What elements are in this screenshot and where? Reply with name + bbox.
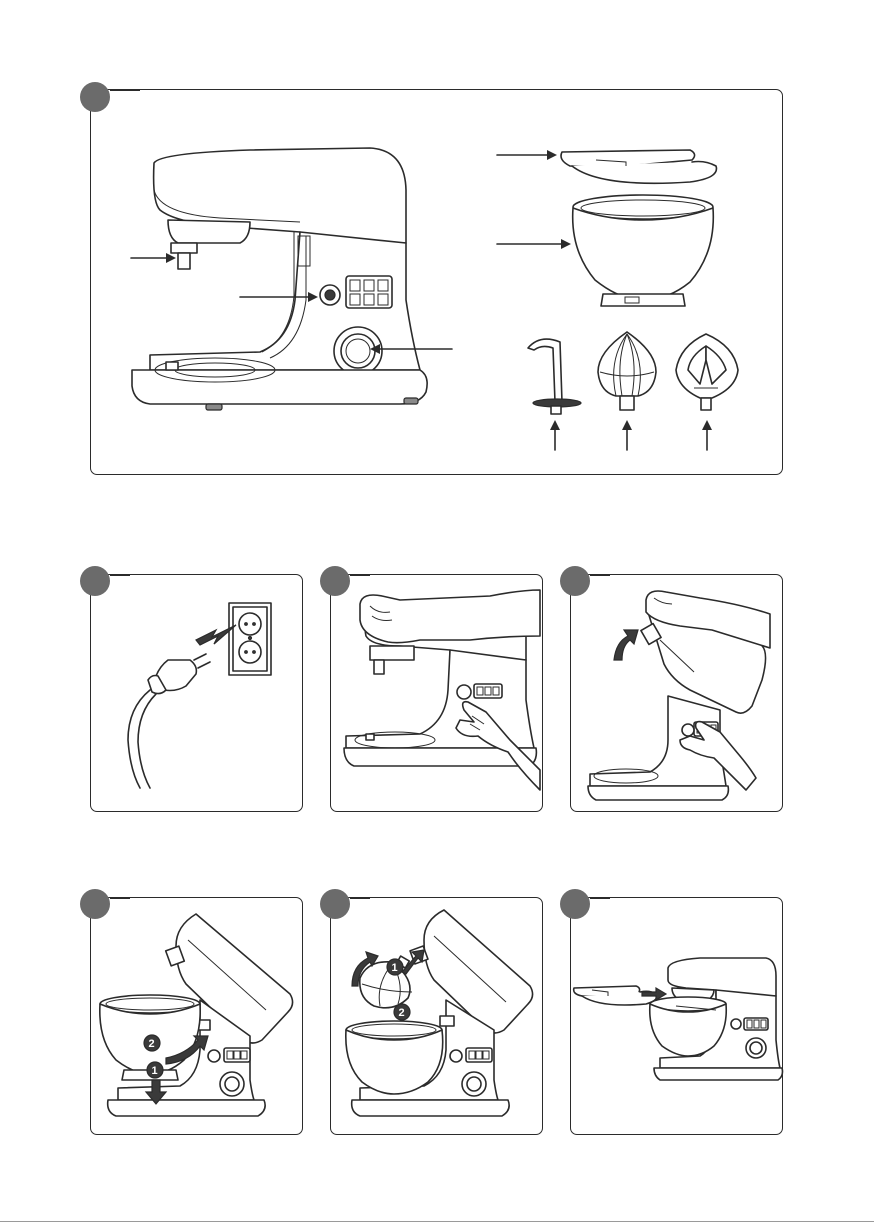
page-bottom-rule bbox=[0, 1221, 874, 1222]
whisk-step-1: 1 bbox=[391, 962, 398, 974]
bowl-step-1: 1 bbox=[151, 1065, 158, 1077]
whisk-step-2: 2 bbox=[398, 1007, 405, 1019]
bowl-step-2: 2 bbox=[148, 1038, 155, 1050]
